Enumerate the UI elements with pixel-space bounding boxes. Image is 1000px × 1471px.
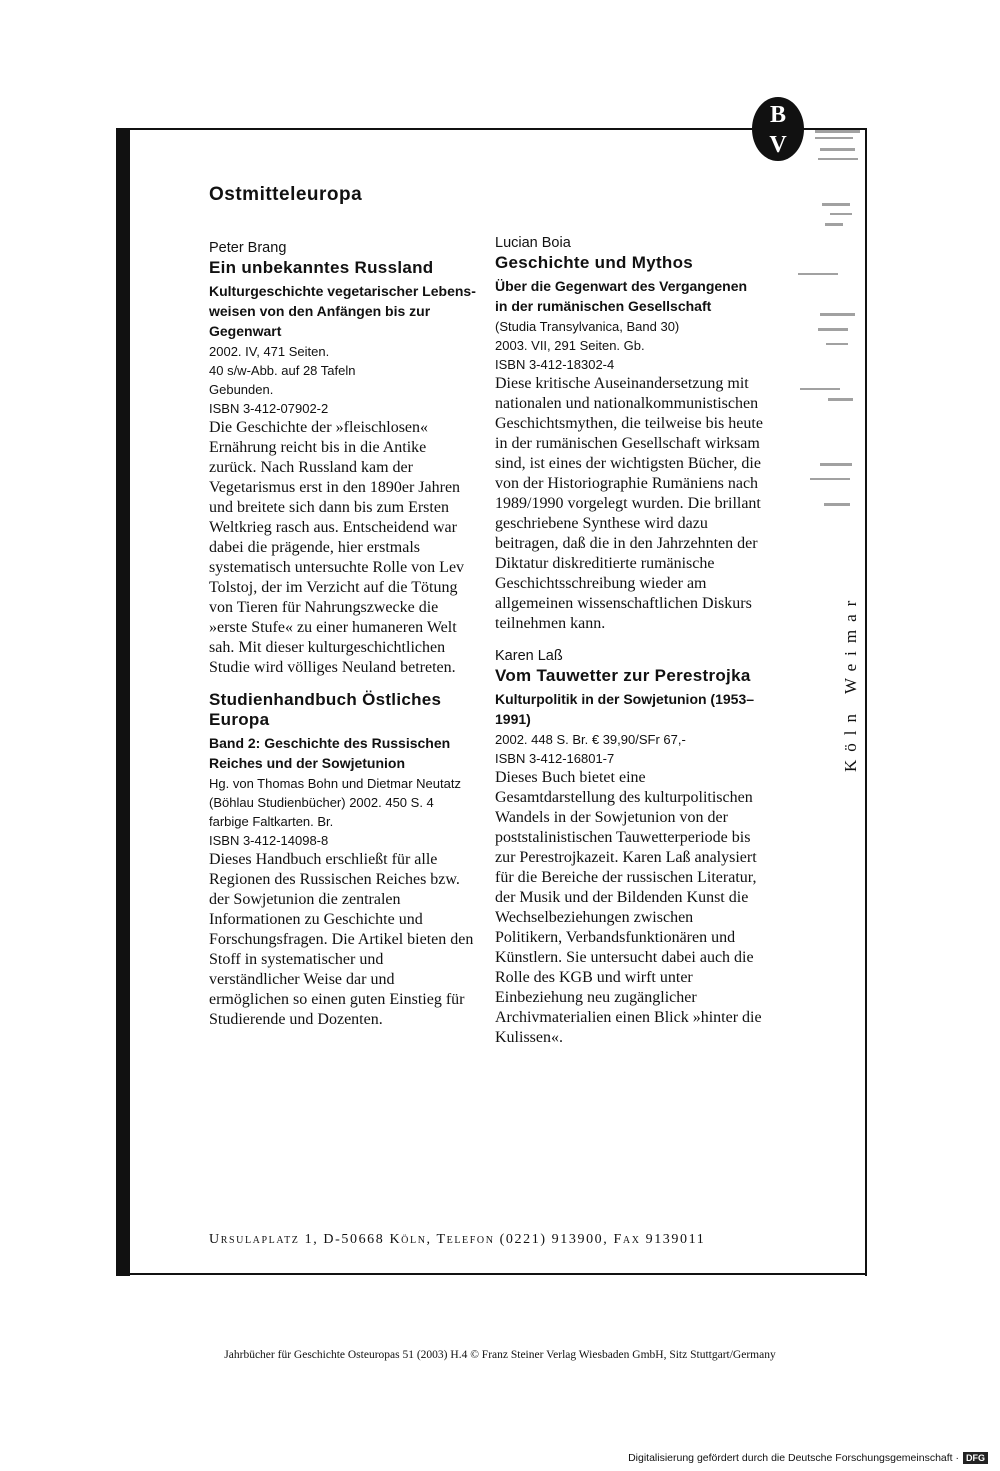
book-subtitle: Über die Gegenwart des Vergangenen in der rumänischen Gesellschaft bbox=[495, 278, 748, 314]
publisher-cities-vertical: Köln Weimar bbox=[841, 592, 860, 772]
book-meta: 2002. IV, 471 Seiten. bbox=[209, 344, 330, 359]
svg-text:V: V bbox=[769, 132, 787, 158]
book-author: Karen Laß bbox=[495, 648, 563, 664]
book-isbn: ISBN 3-412-14098-8 bbox=[209, 833, 329, 848]
journal-footer: Jahrbücher für Geschichte Osteuropas 51 (2003) H.4 © Franz Steiner Verlag Wiesbaden GmbH, Sitz Stuttgart/Germany bbox=[224, 1349, 776, 1361]
book-description: Dieses Handbuch erschließt für alle Regionen des Russischen Reiches bzw. der Sowjetunion die zentralen Informationen zu Geschichte und Forschungsfragen. Die Artikel bieten den Stoff in systematischer und verständlicher Weise dar und ermöglichen so einen guten Einstieg für Studierende und Dozenten. bbox=[209, 851, 474, 1028]
book-meta: 40 s/w-Abb. auf 28 Tafeln bbox=[209, 363, 356, 378]
book-meta: 2003. VII, 291 Seiten. Gb. bbox=[495, 338, 645, 353]
book-meta: Hg. von Thomas Bohn und Dietmar Neutatz (Böhlau Studienbücher) 2002. 450 S. 4 farbige Faltkarten. Br. bbox=[209, 776, 461, 829]
book-title: Studienhandbuch Östliches Europa bbox=[209, 690, 442, 729]
book-description: Diese kritische Auseinandersetzung mit nationalen und nationalkommunistischen Geschichtsmythen, die teilweise bis heute in der rumänischen Gesellschaft wirksam sind, ist eines der wichtigsten Bücher, die von der Historiographie Rumäniens nach 1989/1990 vorgelegt wurden. Die brillant geschriebene Synthese wird dazu beitragen, daß die in den Jahrzehnten der Diktatur diskreditierte rumänische Geschichtsschreibung wieder am allgemeinen wissenschaftlichen Diskurs teilnehmen kann. bbox=[495, 375, 763, 632]
book-isbn: ISBN 3-412-16801-7 bbox=[495, 751, 615, 766]
book-title: Ein unbekanntes Russland bbox=[209, 258, 434, 277]
dfg-logo: DFG bbox=[963, 1452, 988, 1464]
publisher-address: Ursulaplatz 1, D-50668 Köln, Telefon (0221) 913900, Fax 9139011 bbox=[209, 1232, 706, 1247]
left-column bbox=[209, 238, 477, 1030]
book-meta: Gebunden. bbox=[209, 382, 274, 397]
book-entry-studienhandbuch bbox=[209, 690, 477, 1030]
digitization-text: Digitalisierung gefördert durch die Deutsche Forschungsgemeinschaft · bbox=[628, 1452, 959, 1464]
book-description: Die Geschichte der »fleischlosen« Ernährung reicht bis in die Antike zurück. Nach Russland kam der Vegetarismus erst in den 1890er Jahren und breitete sich dann bis zum Ersten Weltkrieg rasch aus. Entscheidend war dabei die prägende, hier erstmals systematisch untersuchte Rolle von Lev Tolstoj, der im Verzicht auf die Tötung von Tieren für Nahrungszwecke die »erste Stufe« zu einer humaneren Welt sah. Mit dieser kulturgeschichtlichen Studie wird völliges Neuland betreten. bbox=[209, 419, 465, 676]
book-description: Dieses Buch bietet eine Gesamtdarstellung des kulturpolitischen Wandels in der Sowjetunion von der poststalinistischen Tauwetterperiode bis zur Perestrojkazeit. Karen Laß analysiert für die Bereiche der russischen Literatur, der Musik und der Bildenden Kunst die Wechselbeziehungen zwischen Politikern, Verbandsfunktionären und Künstlern. Sie untersucht dabei auch die Rolle des KGB und wirft unter Einbeziehung neu zugänglicher Archivmaterialien einen Blick »hinter die Kulissen«. bbox=[495, 769, 762, 1046]
book-isbn: ISBN 3-412-07902-2 bbox=[209, 401, 329, 416]
frame-bottom-rule bbox=[116, 1273, 867, 1275]
book-subtitle: Band 2: Geschichte des Russischen Reiches und der Sowjetunion bbox=[209, 735, 451, 771]
book-author: Peter Brang bbox=[209, 240, 287, 256]
book-title: Vom Tauwetter zur Perestrojka bbox=[495, 666, 751, 685]
book-subtitle: Kulturgeschichte vegetarischer Lebens-weisen von den Anfängen bis zur Gegenwart bbox=[209, 283, 476, 339]
scan-noise-pattern bbox=[790, 128, 860, 518]
book-meta: 2002. 448 S. Br. € 39,90/SFr 67,- bbox=[495, 732, 686, 747]
book-entry-lass bbox=[495, 646, 763, 1048]
logo-letters: B bbox=[769, 102, 787, 128]
digitization-note bbox=[628, 1452, 988, 1464]
right-column bbox=[495, 233, 763, 1048]
book-entry-brang bbox=[209, 238, 477, 678]
book-title: Geschichte und Mythos bbox=[495, 253, 694, 272]
book-subtitle: Kulturpolitik in der Sowjetunion (1953–1991) bbox=[495, 691, 755, 727]
book-entry-boia bbox=[495, 233, 763, 634]
book-author: Lucian Boia bbox=[495, 235, 571, 251]
book-meta: (Studia Transylvanica, Band 30) bbox=[495, 319, 680, 334]
book-isbn: ISBN 3-412-18302-4 bbox=[495, 357, 615, 372]
section-heading: Ostmitteleuropa bbox=[209, 184, 363, 205]
